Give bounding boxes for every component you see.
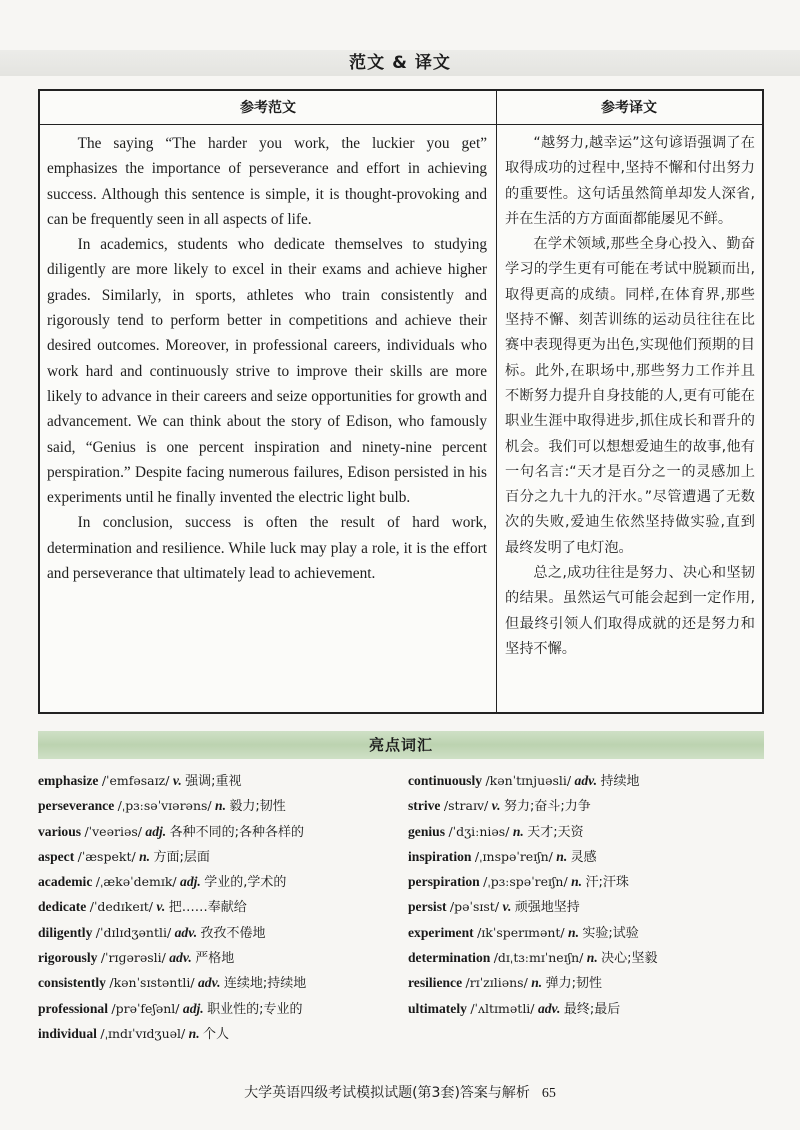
vocab-phonetic: /ˌpɜːsəˈvɪərəns/ xyxy=(117,798,212,814)
vocab-item xyxy=(408,819,768,844)
vocab-item xyxy=(38,920,408,945)
section-title: 范文 & 译文 xyxy=(349,53,451,73)
vocab-word: consistently xyxy=(38,975,106,991)
vocab-item xyxy=(408,996,768,1021)
vocab-item xyxy=(38,793,408,818)
vocab-pos: n. xyxy=(512,823,524,839)
vocab-word: individual xyxy=(38,1025,97,1041)
vocab-word: experiment xyxy=(408,924,474,940)
vocab-item xyxy=(408,894,768,919)
vocab-title: 亮点词汇 xyxy=(368,736,433,754)
vocab-phonetic: /pəˈsɪst/ xyxy=(449,899,500,915)
column-divider xyxy=(496,91,497,712)
translation-paragraph: “越努力,越幸运”这句谚语强调了在取得成功的过程中,坚持不懈和付出努力的重要性。这句话虽然简单却发人深省,并在生活的方方面面都能屡见不鲜。 xyxy=(505,135,755,227)
vocab-word: academic xyxy=(38,874,93,890)
vocab-pos: adv. xyxy=(169,950,192,966)
vocab-list-left xyxy=(38,768,408,1046)
vocab-item xyxy=(38,869,408,894)
vocab-word: determination xyxy=(408,950,491,966)
vocab-word: inspiration xyxy=(408,848,472,864)
vocab-pos: adv. xyxy=(574,773,598,788)
essay-column xyxy=(47,131,487,586)
translation-paragraph: 在学术领域,那些全身心投入、勤奋学习的学生更有可能在考试中脱颖而出,取得更高的成绩。同样,在体育界,那些坚持不懈、刻苦训练的运动员往往在比赛中表现得更为出色,实现他们预期的目标。此外,在职场中,那些努力工作并且不断努力提升自身技能的人,更有可能在职业生涯中取得进步,抓住成长和晋升的机会。我们可以想想爱迪生的故事,他有一句名言:“天才是百分之一的灵感加上百分之九十九的汗水。”尽管遭遇了无数次的失败,爱迪生依然坚持做实验,直到最终发明了电灯泡。 xyxy=(505,236,755,556)
vocab-phonetic: /dɪˌtɜːmɪˈneɪʃn/ xyxy=(493,950,584,966)
vocab-word: strive xyxy=(408,798,441,814)
vocab-phonetic: /ˌækəˈdemɪk/ xyxy=(95,874,177,890)
vocab-pos: adv. xyxy=(537,1000,561,1016)
vocab-definition: 连续地;持续地 xyxy=(223,976,307,992)
vocab-phonetic: /ˌpɜːspəˈreɪʃn/ xyxy=(483,874,568,890)
vocab-definition: 个人 xyxy=(203,1026,230,1042)
vocab-definition: 学业的,学术的 xyxy=(204,875,287,891)
vocab-item xyxy=(408,793,768,818)
vocab-definition: 职业性的;专业的 xyxy=(207,1001,303,1017)
vocab-definition: 严格地 xyxy=(195,951,235,967)
vocab-definition: 强调;重视 xyxy=(185,774,242,789)
vocab-item xyxy=(38,1021,408,1046)
footer-text: 大学英语四级考试模拟试题(第3套)答案与解析 xyxy=(244,1085,530,1101)
vocab-pos: v. xyxy=(502,899,512,915)
vocab-word: persist xyxy=(408,899,447,915)
vocab-definition: 持续地 xyxy=(600,774,640,789)
vocab-item xyxy=(408,920,768,945)
vocab-phonetic: /ɪkˈsperɪmənt/ xyxy=(477,924,565,940)
vocab-phonetic: /ˈʌltɪmətli/ xyxy=(470,1000,535,1016)
vocab-pos: adj. xyxy=(182,1000,204,1016)
vocab-pos: n. xyxy=(139,848,151,864)
translation-paragraph: 总之,成功往往是努力、决心和坚韧的结果。虽然运气可能会起到一定作用,但最终引领人们取得成就的还是努力和坚持不懈。 xyxy=(505,565,755,657)
essay-paragraph: The saying “The harder you work, the luckier you get” emphasizes the importance of perseverance and effort in achieving success. Although this sentence is simple, it is thought-provoking and can be frequently seen in all aspects of life. xyxy=(47,135,487,228)
vocab-item xyxy=(408,768,768,793)
vocab-phonetic: /ˈæspekt/ xyxy=(77,848,136,864)
page-number: 65 xyxy=(541,1086,556,1101)
vocab-phonetic: /ˈdedɪkeɪt/ xyxy=(89,899,153,915)
vocab-definition: 各种不同的;各种各样的 xyxy=(169,824,304,840)
page-footer xyxy=(0,1082,800,1102)
vocab-pos: adj. xyxy=(145,823,167,839)
vocab-item xyxy=(38,894,408,919)
vocab-phonetic: /ˈdʒiːniəs/ xyxy=(448,823,510,839)
vocab-item xyxy=(38,844,408,869)
vocab-item xyxy=(38,996,408,1021)
vocab-pos: n. xyxy=(556,848,568,864)
vocab-item xyxy=(408,844,768,869)
vocab-pos: n. xyxy=(586,950,598,966)
vocab-definition: 把……奉献给 xyxy=(168,900,247,916)
vocab-word: resilience xyxy=(408,975,463,991)
vocab-pos: adv. xyxy=(174,924,198,940)
translation-column xyxy=(505,131,755,662)
vocab-word: rigorously xyxy=(38,950,98,966)
vocab-definition: 天才;天资 xyxy=(527,824,584,840)
vocab-pos: n. xyxy=(531,975,543,991)
vocab-definition: 汗;汗珠 xyxy=(585,875,629,891)
vocab-word: ultimately xyxy=(408,1000,467,1016)
vocab-word: professional xyxy=(38,1000,108,1016)
vocab-pos: n. xyxy=(215,798,227,814)
vocab-definition: 毅力;韧性 xyxy=(229,799,286,815)
vocab-phonetic: /ˈemfəsaɪz/ xyxy=(101,773,170,788)
vocab-list-right xyxy=(408,768,768,1021)
vocab-pos: adv. xyxy=(197,975,221,991)
vocab-pos: n. xyxy=(571,874,583,890)
vocab-definition: 弹力;韧性 xyxy=(545,976,602,992)
essay-paragraph: In academics, students who dedicate themselves to studying diligently are more likely to excel in their exams and achieve higher grades. Similarly, in sports, athletes who train consistently and rigorously tend to perform better in competitions and achieve their desired outcomes. Moreover, in professional careers, individuals who work hard and continuously strive to improve their skills are more likely to advance in their careers and seize opportunities for growth and advancement. We can think about the story of Edison, who famously said, “Genius is one percent inspiration and ninety-nine percent perspiration.” Despite facing numerous failures, Edison persisted in his experiments until he finally invented the electric light bulb. xyxy=(47,236,487,507)
vocab-word: perseverance xyxy=(38,798,115,814)
vocab-phonetic: /ˌɪnspəˈreɪʃn/ xyxy=(474,848,553,864)
vocab-phonetic: /ˈdɪlɪdʒəntli/ xyxy=(95,924,172,940)
vocab-definition: 孜孜不倦地 xyxy=(200,925,266,941)
vocab-pos: n. xyxy=(568,924,580,940)
vocab-item xyxy=(38,970,408,995)
vocab-phonetic: /ˈrɪɡərəsli/ xyxy=(100,950,166,966)
vocab-definition: 灵感 xyxy=(570,849,597,865)
vocab-definition: 实验;试验 xyxy=(582,925,639,941)
table-header-row xyxy=(40,91,762,125)
vocab-word: genius xyxy=(408,823,446,839)
vocab-item xyxy=(38,819,408,844)
vocab-pos: n. xyxy=(188,1025,200,1041)
vocab-word: aspect xyxy=(38,848,75,864)
vocab-word: perspiration xyxy=(408,874,480,890)
vocab-phonetic: /ˈveəriəs/ xyxy=(84,823,142,839)
reference-table xyxy=(38,89,764,714)
col-header-essay: 参考范文 xyxy=(240,100,296,116)
vocab-word: various xyxy=(38,823,82,839)
vocab-phonetic: /kənˈtɪnjuəsli/ xyxy=(485,773,572,788)
vocab-phonetic: /rɪˈzɪliəns/ xyxy=(465,975,528,991)
vocab-definition: 最终;最后 xyxy=(563,1001,621,1017)
vocab-phonetic: /prəˈfeʃənl/ xyxy=(111,1000,180,1016)
vocab-pos: v. xyxy=(491,798,501,814)
vocab-definition: 方面;层面 xyxy=(153,849,210,865)
vocab-phonetic: /straɪv/ xyxy=(443,798,489,814)
col-header-translation: 参考译文 xyxy=(601,100,657,116)
vocab-item xyxy=(408,945,768,970)
vocab-word: diligently xyxy=(38,924,93,940)
vocab-word: emphasize xyxy=(38,773,99,788)
vocab-definition: 努力;奋斗;力争 xyxy=(503,799,591,815)
vocab-word: dedicate xyxy=(38,899,87,915)
vocab-phonetic: /kənˈsɪstəntli/ xyxy=(109,975,195,991)
vocab-pos: v. xyxy=(172,773,182,788)
vocab-item xyxy=(408,970,768,995)
vocab-word: continuously xyxy=(408,773,483,788)
vocab-phonetic: /ˌɪndɪˈvɪdʒuəl/ xyxy=(100,1025,186,1041)
vocab-pos: v. xyxy=(156,899,166,915)
vocab-item xyxy=(38,768,408,793)
vocab-item xyxy=(408,869,768,894)
vocab-definition: 顽强地坚持 xyxy=(514,900,580,916)
vocab-pos: adj. xyxy=(180,874,201,890)
essay-paragraph: In conclusion, success is often the result of hard work, determination and resilience. While luck may play a role, it is the effort and perseverance that ultimately lead to achievement. xyxy=(47,514,487,583)
vocab-item xyxy=(38,945,408,970)
vocab-definition: 决心;坚毅 xyxy=(601,951,658,967)
